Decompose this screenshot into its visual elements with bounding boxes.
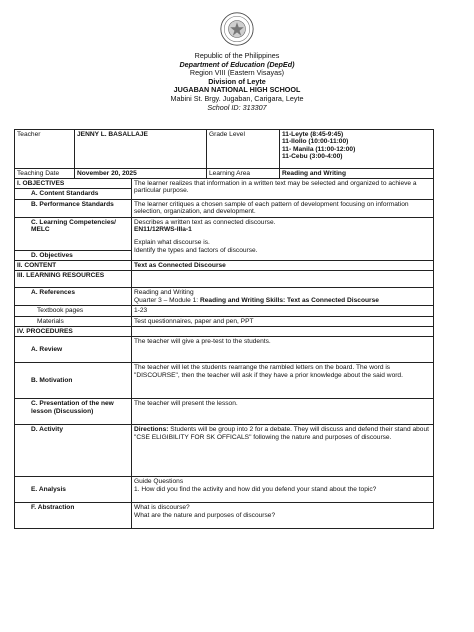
competency-text: Describes a written text as connected discourse. [134, 218, 276, 226]
procedures-heading: IV. PROCEDURES [15, 327, 132, 337]
motivation-label: B. Motivation [15, 363, 132, 399]
guide-questions-heading: Guide Questions [134, 478, 184, 486]
school-address: Mabini St. Brgy. Jugaban, Carigara, Leyte [170, 93, 304, 103]
abstraction-cell [132, 503, 434, 529]
objectives-text: The learner realizes that information in a written text may be selected and organized to achieve a particular purpose. [132, 179, 434, 200]
activity-label: D. Activity [15, 425, 132, 477]
competency-code: EN11/12RWS-IIIa-1 [134, 226, 192, 234]
deped-seal-icon [220, 12, 254, 46]
lesson-plan-table [14, 178, 434, 529]
objectives-d-label: D. Objectives [15, 250, 132, 260]
school-id: School ID: 313307 [207, 102, 267, 112]
procedures-empty [132, 327, 434, 337]
abstraction-question: What is discourse? [134, 504, 190, 512]
analysis-question: 1. How did you find the activity and how did you defend your stand about the topic? [134, 485, 377, 493]
textbook-label: Textbook pages [15, 306, 132, 316]
reference-module [134, 297, 431, 304]
content-heading: II. CONTENT [15, 261, 132, 271]
content-standards-label: A. Content Standards [15, 189, 132, 199]
grade-level-label: Grade Level [207, 130, 280, 169]
review-text: The teacher will give a pre-test to the students. [132, 337, 434, 363]
reference-subject: Reading and Writing [134, 289, 194, 297]
content-text: Text as Connected Discourse [132, 261, 434, 271]
abstraction-question: What are the nature and purposes of discourse? [134, 511, 276, 519]
analysis-cell [132, 477, 434, 503]
division-line: Division of Leyte [208, 76, 266, 86]
republic-line: Republic of the Philippines [194, 51, 280, 60]
teaching-date: November 20, 2025 [75, 169, 207, 179]
motivation-text: The teacher will let the students rearrange the rambled letters on the board. The word is "DISCOURSE", then the teacher will ask if they have a prior knowledge about the said word. [132, 363, 434, 399]
section-item: 11-Leyte (8:45-9:45) [282, 131, 344, 138]
teacher-label: Teacher [15, 130, 75, 169]
activity-cell [132, 425, 434, 477]
learning-area-label: Learning Area [207, 169, 280, 179]
activity-directions: Directions: [134, 426, 169, 434]
resources-heading: III. LEARNING RESOURCES [15, 271, 132, 288]
references-cell [132, 288, 434, 306]
activity-text: Students will be group into 2 for a debate. They will discuss and defend their stand about "CSE ELIGIBILITY FOR SK OFFICALS" following the nature and purposes of discourse. [134, 426, 429, 441]
objective-item: Identify the types and factors of discourse. [134, 246, 258, 254]
module-prefix: Quarter 3 – Module 1: [134, 296, 200, 304]
region-line: Region VIII (Eastern Visayas) [189, 68, 285, 78]
sections-list [280, 130, 434, 169]
materials-label: Materials [15, 316, 132, 326]
objectives-heading: I. OBJECTIVES [15, 179, 132, 189]
performance-standards-label: B. Performance Standards [15, 199, 132, 217]
module-title: Reading and Writing Skills: Text as Connected Discourse [199, 296, 379, 304]
competencies-label: C. Learning Competencies/ MELC [15, 217, 132, 250]
resources-empty [132, 271, 434, 288]
school-name: JUGABAN NATIONAL HIGH SCHOOL [173, 85, 301, 95]
department-line: Department of Education (DepEd) [179, 59, 295, 69]
section-item: 11-Ilollo (10:00-11:00) [282, 138, 349, 146]
teacher-info-table [14, 129, 434, 179]
learning-area: Reading and Writing [280, 169, 434, 179]
school-header [0, 52, 474, 112]
objective-item: Explain what discourse is. [134, 239, 210, 247]
materials-text: Test questionnaires, paper and pen, PPT [132, 316, 434, 326]
presentation-text: The teacher will present the lesson. [132, 399, 434, 425]
references-label: A. References [15, 288, 132, 306]
teaching-date-label: Teaching Date [15, 169, 75, 179]
competencies-cell [132, 217, 434, 260]
analysis-label: E. Analysis [15, 477, 132, 503]
review-label: A. Review [15, 337, 132, 363]
abstraction-label: F. Abstraction [15, 503, 132, 529]
section-item: 11- Manila (11:00-12:00) [282, 145, 356, 153]
textbook-pages: 1-23 [132, 306, 434, 316]
performance-standards-text: The learner critiques a chosen sample of each pattern of development focusing on information selection, organization, and development. [132, 199, 434, 217]
teacher-name: JENNY L. BASALLAJE [75, 130, 207, 169]
section-item: 11-Cebu (3:00-4:00) [282, 153, 343, 161]
presentation-label: C. Presentation of the new lesson (Discussion) [15, 399, 132, 425]
